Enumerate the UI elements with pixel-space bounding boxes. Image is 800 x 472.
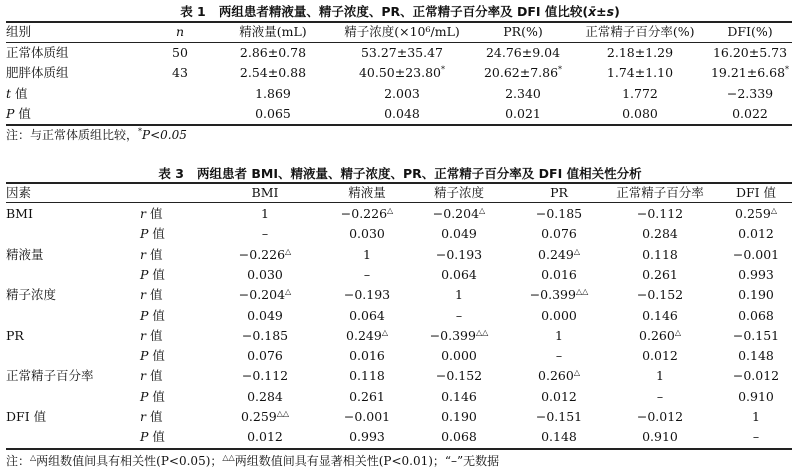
table3-cell: 0.049 <box>441 226 477 241</box>
table1-cell: P 值 <box>6 106 31 121</box>
table1-cell: 正常体质组 <box>6 45 69 60</box>
table3-cell: −0.001 <box>732 247 780 262</box>
table3-note-tri: △ <box>30 453 37 462</box>
table3-cell: – <box>555 348 563 363</box>
table3-cell: 1 <box>363 247 371 262</box>
table3-caption-prefix: 表 3 <box>158 166 184 181</box>
table3-cell: r 值 <box>140 287 163 302</box>
table3-cell: −0.012 <box>636 409 684 424</box>
table3-cell: r 值 <box>140 409 163 424</box>
table3-note-a: 注： <box>6 454 31 468</box>
table1-cell: 肥胖体质组 <box>6 65 69 80</box>
table3-cell: 0.012 <box>541 389 577 404</box>
table1-cell: 2.340 <box>505 86 541 101</box>
table3-cell: −0.185 <box>241 328 289 343</box>
table3-cell: −0.152 <box>636 287 684 302</box>
table1-cell: t 值 <box>6 86 28 101</box>
table3-header-cell: 因素 <box>6 185 32 200</box>
table3-cell: 1 <box>455 287 463 302</box>
table1-cell: 19.21±6.68* <box>710 65 790 80</box>
table3-header-cell: 正常精子百分率 <box>616 185 704 200</box>
table3-cell: −0.185 <box>535 206 583 221</box>
table3-cell: 0.118 <box>349 368 385 383</box>
table1-cell: 0.022 <box>732 106 768 121</box>
table1-cell: 24.76±9.04 <box>485 45 561 60</box>
table3-cell: 0.064 <box>441 267 477 282</box>
table1-cell: −2.339 <box>726 86 774 101</box>
table3-cell: – <box>261 226 269 241</box>
table1-note-star: * <box>138 127 143 136</box>
table3-note-tri2: △△ <box>222 453 235 462</box>
table1-cell: 2.18±1.29 <box>606 45 674 60</box>
table1-header-cell: n <box>175 24 185 39</box>
table3-cell: 0.261 <box>642 267 678 282</box>
table1-cell: 16.20±5.73 <box>712 45 788 60</box>
table1-cell: 0.021 <box>505 106 541 121</box>
table3-triangle: △ <box>770 206 777 215</box>
table1-header-cell: PR(%) <box>503 24 543 39</box>
table1-caption-prefix: 表 1 <box>180 4 206 19</box>
table3-cell: 0.249△ <box>346 328 388 343</box>
table3-cell: BMI <box>6 206 33 221</box>
table3-header-cell: 精子浓度 <box>433 185 484 200</box>
table1-cell: 0.080 <box>622 106 658 121</box>
table1-caption <box>0 2 800 20</box>
table3-bottom-rule <box>6 448 792 450</box>
table3-cell: 0.259△△ <box>240 409 290 424</box>
table1-top-rule <box>6 21 792 23</box>
table3-cell: – <box>455 308 463 323</box>
table1-header-cell: DFI(%) <box>727 24 773 39</box>
table3-header-cell: PR <box>550 185 568 200</box>
table3-cell: r 值 <box>140 206 163 221</box>
table3-cell: 0.068 <box>738 308 774 323</box>
table3-cell: 0.146 <box>642 308 678 323</box>
table3-cell: r 值 <box>140 247 163 262</box>
table3-cell: 0.030 <box>247 267 283 282</box>
table3-cell: r 值 <box>140 328 163 343</box>
table1-note <box>6 126 187 143</box>
table3-cell: – <box>363 267 371 282</box>
table3-cell: −0.152 <box>435 368 483 383</box>
table1-cell: 0.048 <box>384 106 420 121</box>
table1-cell: 2.54±0.88 <box>239 65 307 80</box>
table3-header-cell: 精液量 <box>348 185 386 200</box>
table3-double-triangle: △△ <box>475 328 489 337</box>
table1-cell: 1.74±1.10 <box>606 65 674 80</box>
table3-cell: 1 <box>656 368 664 383</box>
table1-header-rule <box>6 42 792 43</box>
table3-cell: 1 <box>752 409 760 424</box>
table3-cell: −0.226△ <box>340 206 394 221</box>
table3-cell: P 值 <box>140 429 165 444</box>
table1-caption-stat: x̄±s <box>588 4 615 19</box>
table3-cell: 0.284 <box>642 226 678 241</box>
table3-header-rule <box>6 202 792 203</box>
table3-cell: 0.259△ <box>735 206 777 221</box>
table3-triangle: △ <box>387 206 394 215</box>
table1-cell: 20.62±7.86* <box>483 65 563 80</box>
table1-header-cell: 组别 <box>6 24 32 39</box>
table3-cell: 精子浓度 <box>6 287 57 302</box>
table1-caption-text: 两组患者精液量、精子浓度、PR、正常精子百分率及 DFI 值比较( <box>218 4 589 19</box>
table3-cell: 0.076 <box>247 348 283 363</box>
table3-cell: 0.910 <box>642 429 678 444</box>
table3-cell: 0.118 <box>642 247 678 262</box>
table3-cell: 0.146 <box>441 389 477 404</box>
table3-note-c: 两组数值间具有显著相关性(P<0.01)；“–”无数据 <box>234 454 500 468</box>
table1-cell: 0.065 <box>255 106 291 121</box>
table1-star: * <box>558 65 563 74</box>
table3-header-cell: BMI <box>251 185 279 200</box>
table3-cell: −0.399△△ <box>529 287 589 302</box>
table3-cell: 0.016 <box>349 348 385 363</box>
table1-cell: 43 <box>172 65 188 80</box>
table3-double-triangle: △△ <box>575 287 589 296</box>
table3-cell: 0.012 <box>738 226 774 241</box>
table3-cell: 正常精子百分率 <box>6 368 94 383</box>
table3-cell: r 值 <box>140 368 163 383</box>
table3-cell: 0.064 <box>349 308 385 323</box>
table3-cell: 0.068 <box>441 429 477 444</box>
table3-cell: −0.012 <box>732 368 780 383</box>
table3-cell: 0.261 <box>349 389 385 404</box>
table3-triangle: △ <box>573 368 580 377</box>
table3-cell: – <box>656 389 664 404</box>
table1-note-text: P<0.05 <box>142 128 187 142</box>
table3-cell: 精液量 <box>6 247 44 262</box>
table3-note <box>6 452 499 469</box>
table3-cell: PR <box>6 328 24 343</box>
table3-cell: 0.284 <box>247 389 283 404</box>
table3-header-cell: DFI 值 <box>735 185 777 200</box>
table3-cell: 1 <box>261 206 269 221</box>
table3-cell: 0.000 <box>441 348 477 363</box>
table1-caption-end: ) <box>614 4 620 19</box>
table3-cell: 0.012 <box>642 348 678 363</box>
table3-cell: – <box>752 429 760 444</box>
table3-cell: −0.204△ <box>238 287 292 302</box>
table3-cell: −0.151 <box>535 409 583 424</box>
table3-cell: 0.148 <box>738 348 774 363</box>
table3-cell: P 值 <box>140 267 165 282</box>
table3-cell: 0.148 <box>541 429 577 444</box>
table3-cell: 0.260△ <box>639 328 681 343</box>
table3-cell: −0.399△△ <box>429 328 489 343</box>
table3-cell: P 值 <box>140 308 165 323</box>
table3-note-b: 两组数值间具有相关性(P<0.05)； <box>36 454 223 468</box>
table1-header-cell: 正常精子百分率(%) <box>585 24 695 39</box>
table3-cell: −0.151 <box>732 328 780 343</box>
table1-note-prefix: 注：与正常体质组比较， <box>6 128 139 142</box>
table3-triangle: △ <box>674 328 681 337</box>
table3-cell: −0.193 <box>435 247 483 262</box>
table3-cell: −0.112 <box>241 368 289 383</box>
table3-cell: P 值 <box>140 389 165 404</box>
table3-cell: 1 <box>555 328 563 343</box>
table1-header-cell: 精子浓度(×10⁶/mL) <box>344 24 460 39</box>
table3-cell: 0.190 <box>738 287 774 302</box>
table3-cell: 0.910 <box>738 389 774 404</box>
table3-cell: −0.001 <box>343 409 391 424</box>
table1-cell: 53.27±35.47 <box>360 45 444 60</box>
table3-cell: 0.049 <box>247 308 283 323</box>
table3-double-triangle: △△ <box>276 409 290 418</box>
table3-cell: 0.993 <box>349 429 385 444</box>
table1-cell: 1.772 <box>622 86 658 101</box>
table3-cell: 0.190 <box>441 409 477 424</box>
table3-caption <box>0 164 800 182</box>
table1-cell: 2.003 <box>384 86 420 101</box>
table3-cell: 0.076 <box>541 226 577 241</box>
table3-cell: −0.226△ <box>238 247 292 262</box>
table3-caption-text: 两组患者 BMI、精液量、精子浓度、PR、正常精子百分率及 DFI 值相关性分析 <box>197 166 642 181</box>
table3-triangle: △ <box>573 247 580 256</box>
table3-cell: P 值 <box>140 226 165 241</box>
table3-cell: −0.112 <box>636 206 684 221</box>
table3-triangle: △ <box>381 328 388 337</box>
table3-top-rule <box>6 182 792 184</box>
table1-header-cell: 精液量(mL) <box>239 24 307 39</box>
table3-cell: P 值 <box>140 348 165 363</box>
table3-cell: 0.993 <box>738 267 774 282</box>
table3-triangle: △ <box>285 247 292 256</box>
table3-cell: 0.260△ <box>538 368 580 383</box>
table3-cell: 0.249△ <box>538 247 580 262</box>
table3-triangle: △ <box>285 287 292 296</box>
table3-cell: 0.012 <box>247 429 283 444</box>
table3-cell: 0.000 <box>541 308 577 323</box>
table3-cell: 0.030 <box>349 226 385 241</box>
table1-star: * <box>441 65 446 74</box>
table3-cell: −0.193 <box>343 287 391 302</box>
table1-cell: 1.869 <box>255 86 291 101</box>
table3-cell: DFI 值 <box>6 409 47 424</box>
table1-cell: 40.50±23.80* <box>358 65 446 80</box>
table1-cell: 2.86±0.78 <box>239 45 307 60</box>
table3-triangle: △ <box>479 206 486 215</box>
table3-cell: −0.204△ <box>432 206 486 221</box>
table1-star: * <box>785 65 790 74</box>
table1-cell: 50 <box>172 45 188 60</box>
table3-cell: 0.016 <box>541 267 577 282</box>
